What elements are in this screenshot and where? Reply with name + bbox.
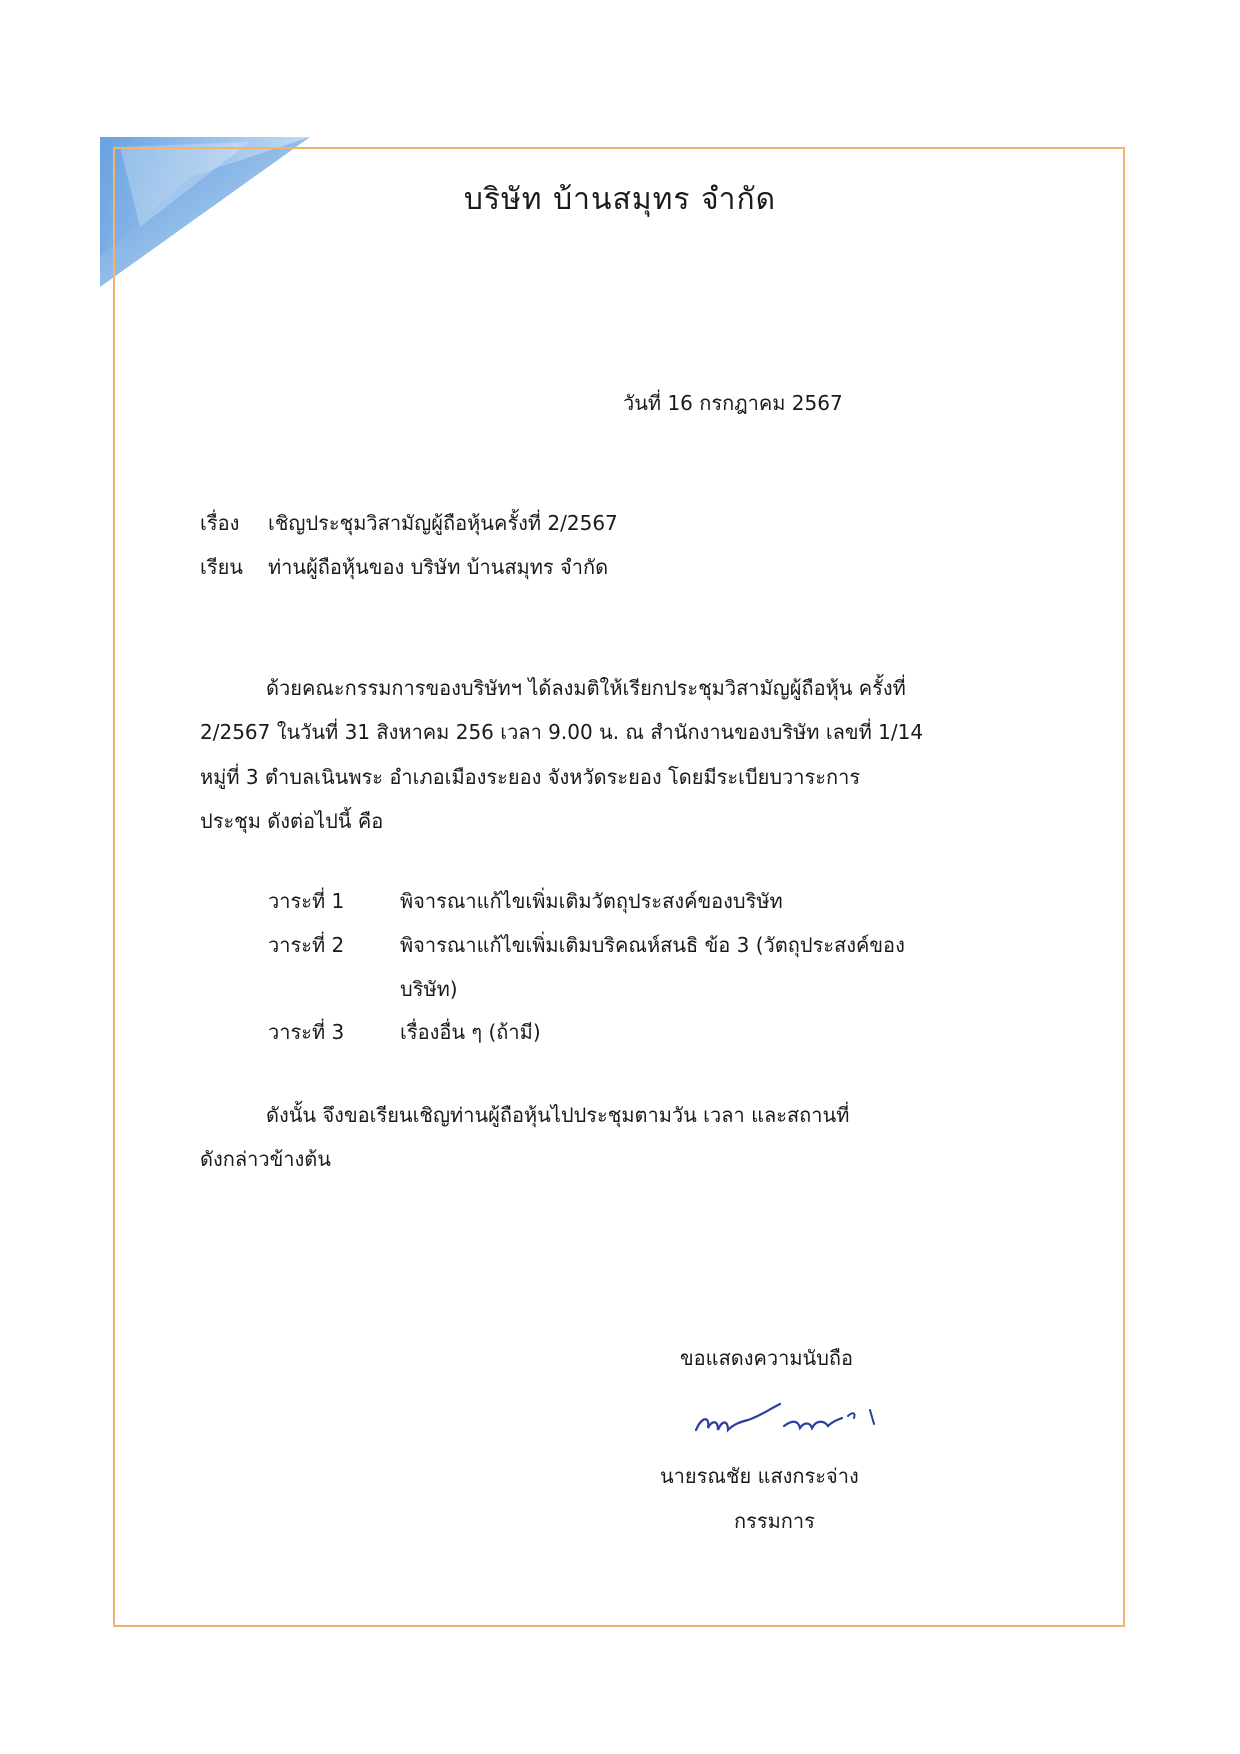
agenda-1-number: วาระที่ 1 bbox=[268, 889, 345, 913]
subject-line bbox=[200, 507, 618, 539]
closing-line-1: ดังนั้น จึงขอเรียนเชิญท่านผู้ถือหุ้นไปประชุมตามวัน เวลา และสถานที่ bbox=[266, 1103, 850, 1127]
body-line-3: หมู่ที่ 3 ตำบลเนินพระ อำเภอเมืองระยอง จังหวัดระยอง โดยมีระเบียบวาระการ bbox=[200, 765, 861, 789]
letter-date: วันที่ 16 กรกฎาคม 2567 bbox=[623, 391, 843, 415]
recipient-line bbox=[200, 551, 608, 583]
agenda-3-text: เรื่องอื่น ๆ (ถ้ามี) bbox=[400, 1020, 541, 1044]
signature-mark bbox=[688, 1398, 888, 1448]
closing-line-2: ดังกล่าวข้างต้น bbox=[200, 1147, 331, 1171]
agenda-1-text: พิจารณาแก้ไขเพิ่มเติมวัตถุประสงค์ของบริษัท bbox=[400, 889, 783, 913]
regards: ขอแสดงความนับถือ bbox=[680, 1346, 854, 1370]
agenda-2-number: วาระที่ 2 bbox=[268, 933, 345, 957]
body-line-4: ประชุม ดังต่อไปนี้ คือ bbox=[200, 809, 384, 833]
body-line-2: 2/2567 ในวันที่ 31 สิงหาคม 256 เวลา 9.00 น. ณ สำนักงานของบริษัท เลขที่ 1/14 bbox=[200, 720, 924, 744]
agenda-2-continuation: บริษัท) bbox=[400, 977, 458, 1001]
company-name: บริษัท บ้านสมุทร จำกัด bbox=[463, 182, 777, 217]
signer-name: นายรณชัย แสงกระจ่าง bbox=[660, 1464, 859, 1488]
agenda-2-text: พิจารณาแก้ไขเพิ่มเติมบริคณห์สนธิ ข้อ 3 (วัตถุประสงค์ของ bbox=[400, 933, 905, 957]
subject-text: เชิญประชุมวิสามัญผู้ถือหุ้นครั้งที่ 2/2567 bbox=[268, 511, 618, 535]
agenda-3-number: วาระที่ 3 bbox=[268, 1020, 345, 1044]
body-line-1: ด้วยคณะกรรมการของบริษัทฯ ได้ลงมติให้เรียกประชุมวิสามัญผู้ถือหุ้น ครั้งที่ bbox=[266, 676, 906, 700]
recipient-text: ท่านผู้ถือหุ้นของ บริษัท บ้านสมุทร จำกัด bbox=[268, 555, 609, 579]
signer-position: กรรมการ bbox=[734, 1509, 815, 1533]
recipient-label: เรียน bbox=[200, 555, 243, 579]
subject-label: เรื่อง bbox=[200, 511, 240, 535]
